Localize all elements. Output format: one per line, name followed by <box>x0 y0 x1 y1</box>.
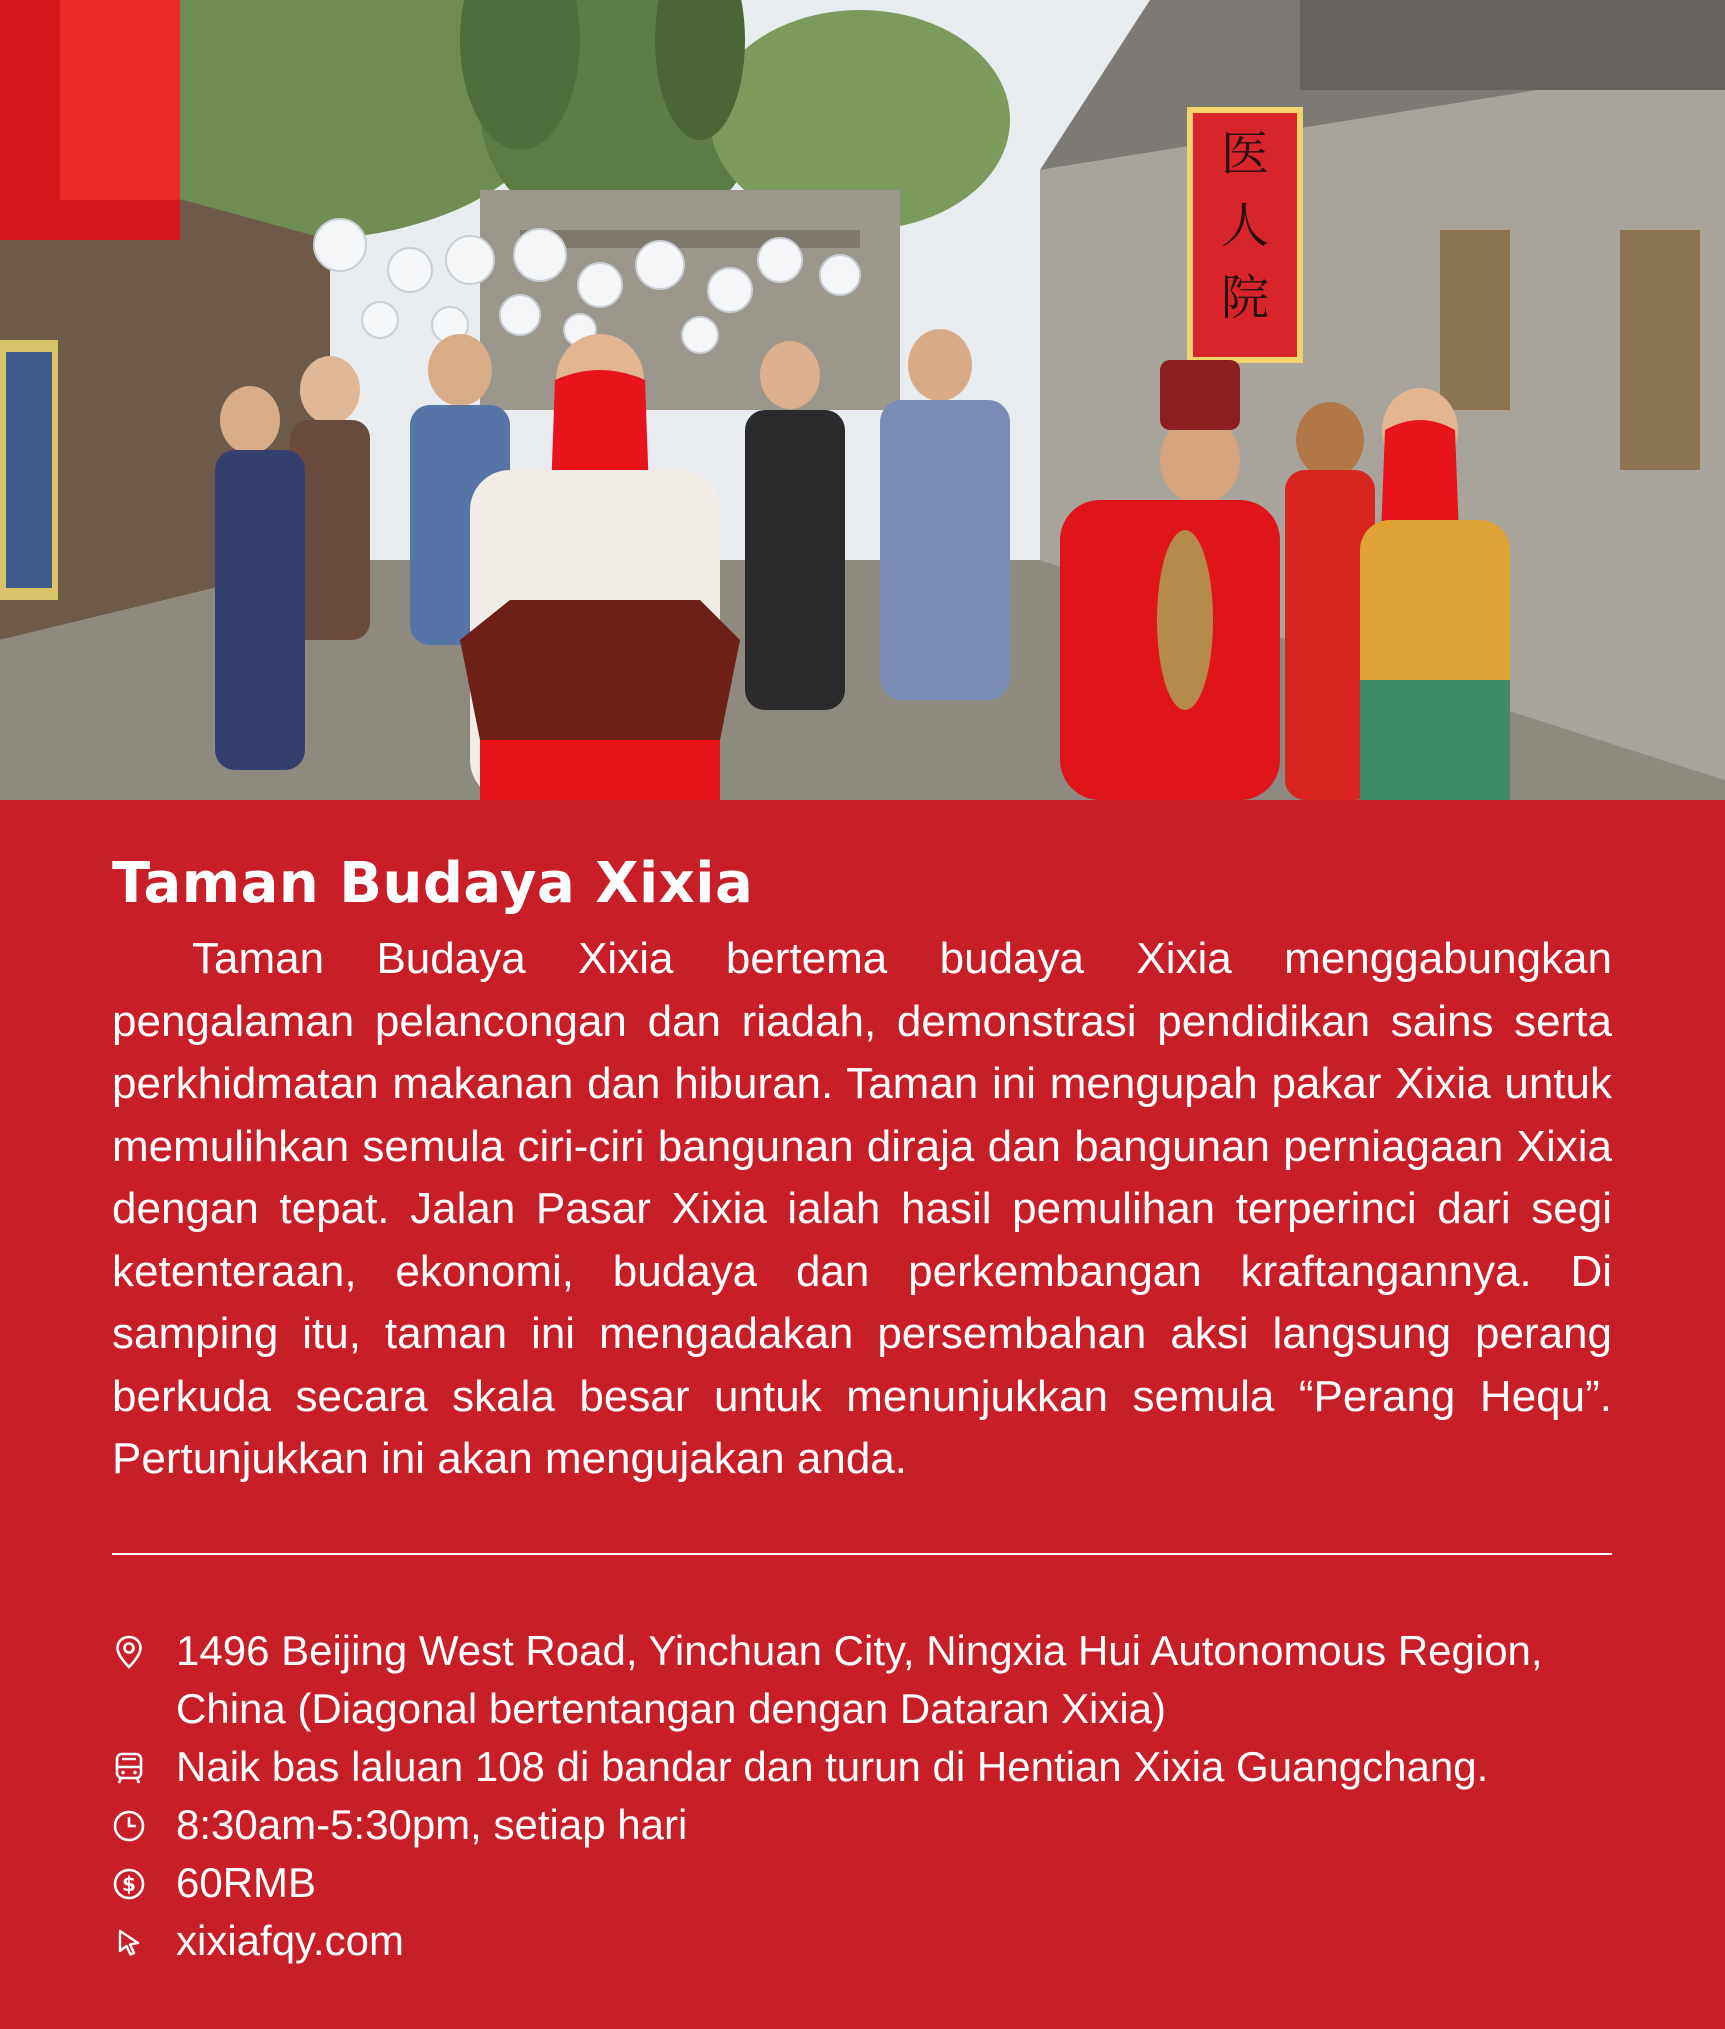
info-transport <box>112 1738 1622 1796</box>
address-text: 1496 Beijing West Road, Yinchuan City, Ningxia Hui Autonomous Region, China (Diagonal bertentangan dengan Dataran Xixia) <box>176 1627 1543 1732</box>
clock-icon <box>112 1809 146 1843</box>
info-website <box>112 1912 1622 1970</box>
bus-icon <box>112 1751 146 1785</box>
price-text: 60RMB <box>176 1859 317 1906</box>
section-divider <box>112 1553 1612 1555</box>
cursor-icon <box>112 1925 146 1959</box>
attraction-title: Taman Budaya Xixia <box>112 851 754 916</box>
attraction-description: Taman Budaya Xixia bertema budaya Xixia menggabungkan pengalaman pelancongan dan riadah, demonstrasi pendidikan sains serta perkhidmatan makanan dan hiburan. Taman ini mengupah pakar Xixia untuk memulihkan semula ciri-ciri bangunan diraja dan bangunan perniagaan Xixia dengan tepat. Jalan Pasar Xixia ialah hasil pemulihan terperinci dari segi ketenteraan, ekonomi, budaya dan perkembangan kraftangannya. Di samping itu, taman ini mengadakan persembahan aksi langsung perang berkuda secara skala besar untuk menunjukkan semula “Perang Hequ”. Pertunjukkan ini akan mengujakan anda. <box>112 934 1612 1483</box>
location-pin-icon <box>112 1635 146 1669</box>
info-hours <box>112 1796 1622 1854</box>
info-price <box>112 1854 1622 1912</box>
svg-text:$: $ <box>122 1872 136 1896</box>
website-link[interactable]: xixiafqy.com <box>176 1917 404 1964</box>
transport-text: Naik bas laluan 108 di bandar dan turun di Hentian Xixia Guangchang. <box>176 1743 1489 1790</box>
info-list <box>112 1622 1622 1970</box>
hero-photo <box>0 0 1725 800</box>
hours-text: 8:30am-5:30pm, setiap hari <box>176 1801 688 1848</box>
dollar-icon <box>112 1867 146 1901</box>
banner-text: 医人院 <box>1220 126 1270 326</box>
info-address <box>112 1622 1622 1738</box>
street-procession-illustration <box>0 0 1725 800</box>
